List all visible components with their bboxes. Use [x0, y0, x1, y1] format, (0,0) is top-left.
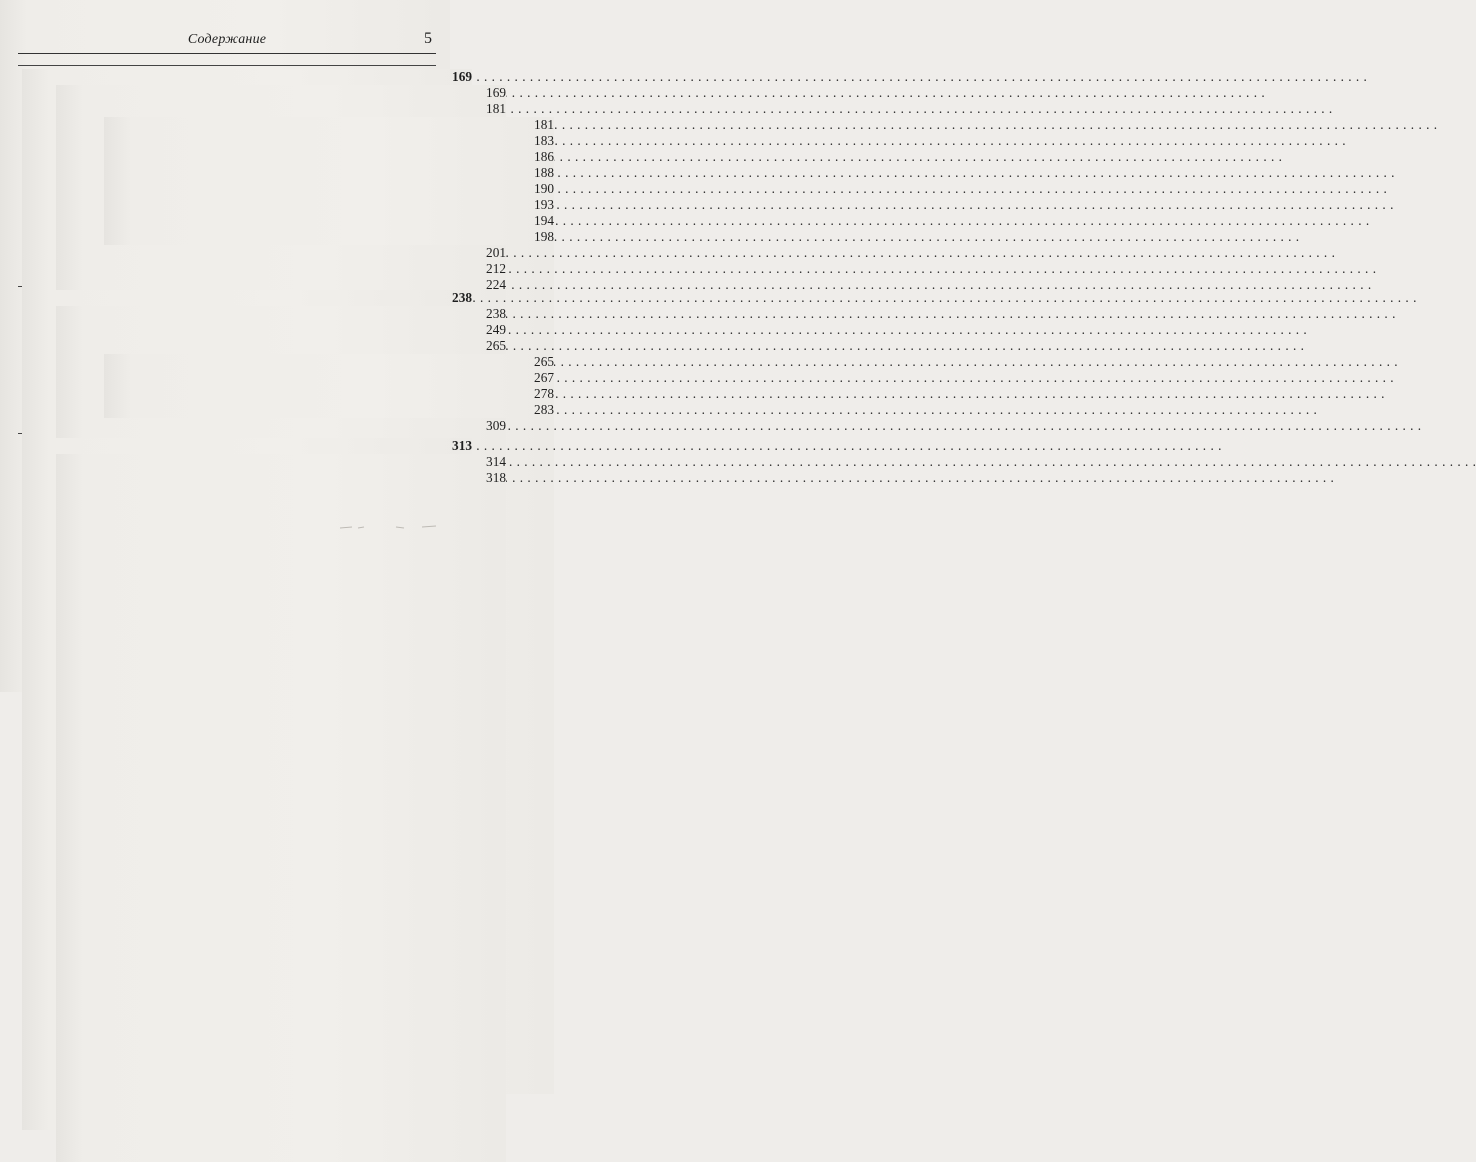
toc-entry-page: 212: [56, 261, 506, 953]
toc-chapter: [22, 69, 472, 85]
toc-entry-page: 188: [104, 165, 554, 857]
toc-entry: [56, 338, 506, 354]
toc-chapter: [22, 438, 472, 454]
toc-entry: [104, 133, 554, 149]
toc-entry: [104, 402, 554, 418]
toc-entry-page: 181: [56, 101, 506, 793]
toc-entry: [104, 354, 554, 370]
toc-entry-page: 265: [104, 354, 554, 1046]
page-header: [18, 30, 436, 52]
toc-entry-page: 283: [104, 402, 554, 1094]
toc-entry-page: 198: [104, 229, 554, 921]
running-title: Содержание: [187, 32, 267, 47]
toc-entry: [56, 101, 506, 117]
toc-entry: [56, 418, 506, 434]
toc-entry-page: 313: [22, 438, 472, 1130]
toc-entry: [104, 213, 554, 229]
toc-entry: [104, 386, 554, 402]
toc-entry: [56, 306, 506, 322]
toc-entry: [56, 261, 506, 277]
toc-entry: [56, 245, 506, 261]
toc-entry-page: 193: [104, 197, 554, 889]
section-divider: [18, 65, 436, 66]
toc-entry: [56, 470, 506, 486]
toc-entry: [104, 197, 554, 213]
toc-entry-page: 278: [104, 386, 554, 1078]
toc-entry-page: 314: [56, 454, 506, 1146]
toc-entry-page: 169: [22, 69, 472, 761]
dot-leader: [341, 454, 1476, 470]
toc-entry-page: 190: [104, 181, 554, 873]
toc-entry-page: 238: [56, 306, 506, 998]
toc-entry: [56, 322, 506, 338]
header-rule: [18, 53, 436, 54]
toc-entry: [56, 454, 506, 470]
page-number: 5: [424, 30, 432, 47]
toc-entry: [104, 181, 554, 197]
toc-entry-page: 201: [56, 245, 506, 937]
toc-entry-page: 194: [104, 213, 554, 905]
toc-chapter: [22, 290, 472, 306]
toc-entry-page: 318: [56, 470, 506, 1162]
toc-entry: [104, 117, 554, 133]
toc-entry-page: 183: [104, 133, 554, 825]
toc-entry: [104, 149, 554, 165]
toc-entry: [56, 85, 506, 101]
toc-entry: [104, 370, 554, 386]
toc-entry-page: 224: [56, 277, 506, 969]
toc-entry-page: 265: [56, 338, 506, 1030]
toc-entry-page: 267: [104, 370, 554, 1062]
toc-entry-page: 309: [56, 418, 506, 1110]
toc-entry-page: 181: [104, 117, 554, 809]
print-smudge: [338, 524, 438, 530]
toc-entry-page: 186: [104, 149, 554, 841]
toc-entry: [104, 229, 554, 245]
toc-entry-page: 169: [56, 85, 506, 777]
toc-entry: [104, 165, 554, 181]
book-page: [0, 0, 554, 692]
toc-entry-page: 249: [56, 322, 506, 1014]
toc-entry-page: 238: [22, 290, 472, 982]
